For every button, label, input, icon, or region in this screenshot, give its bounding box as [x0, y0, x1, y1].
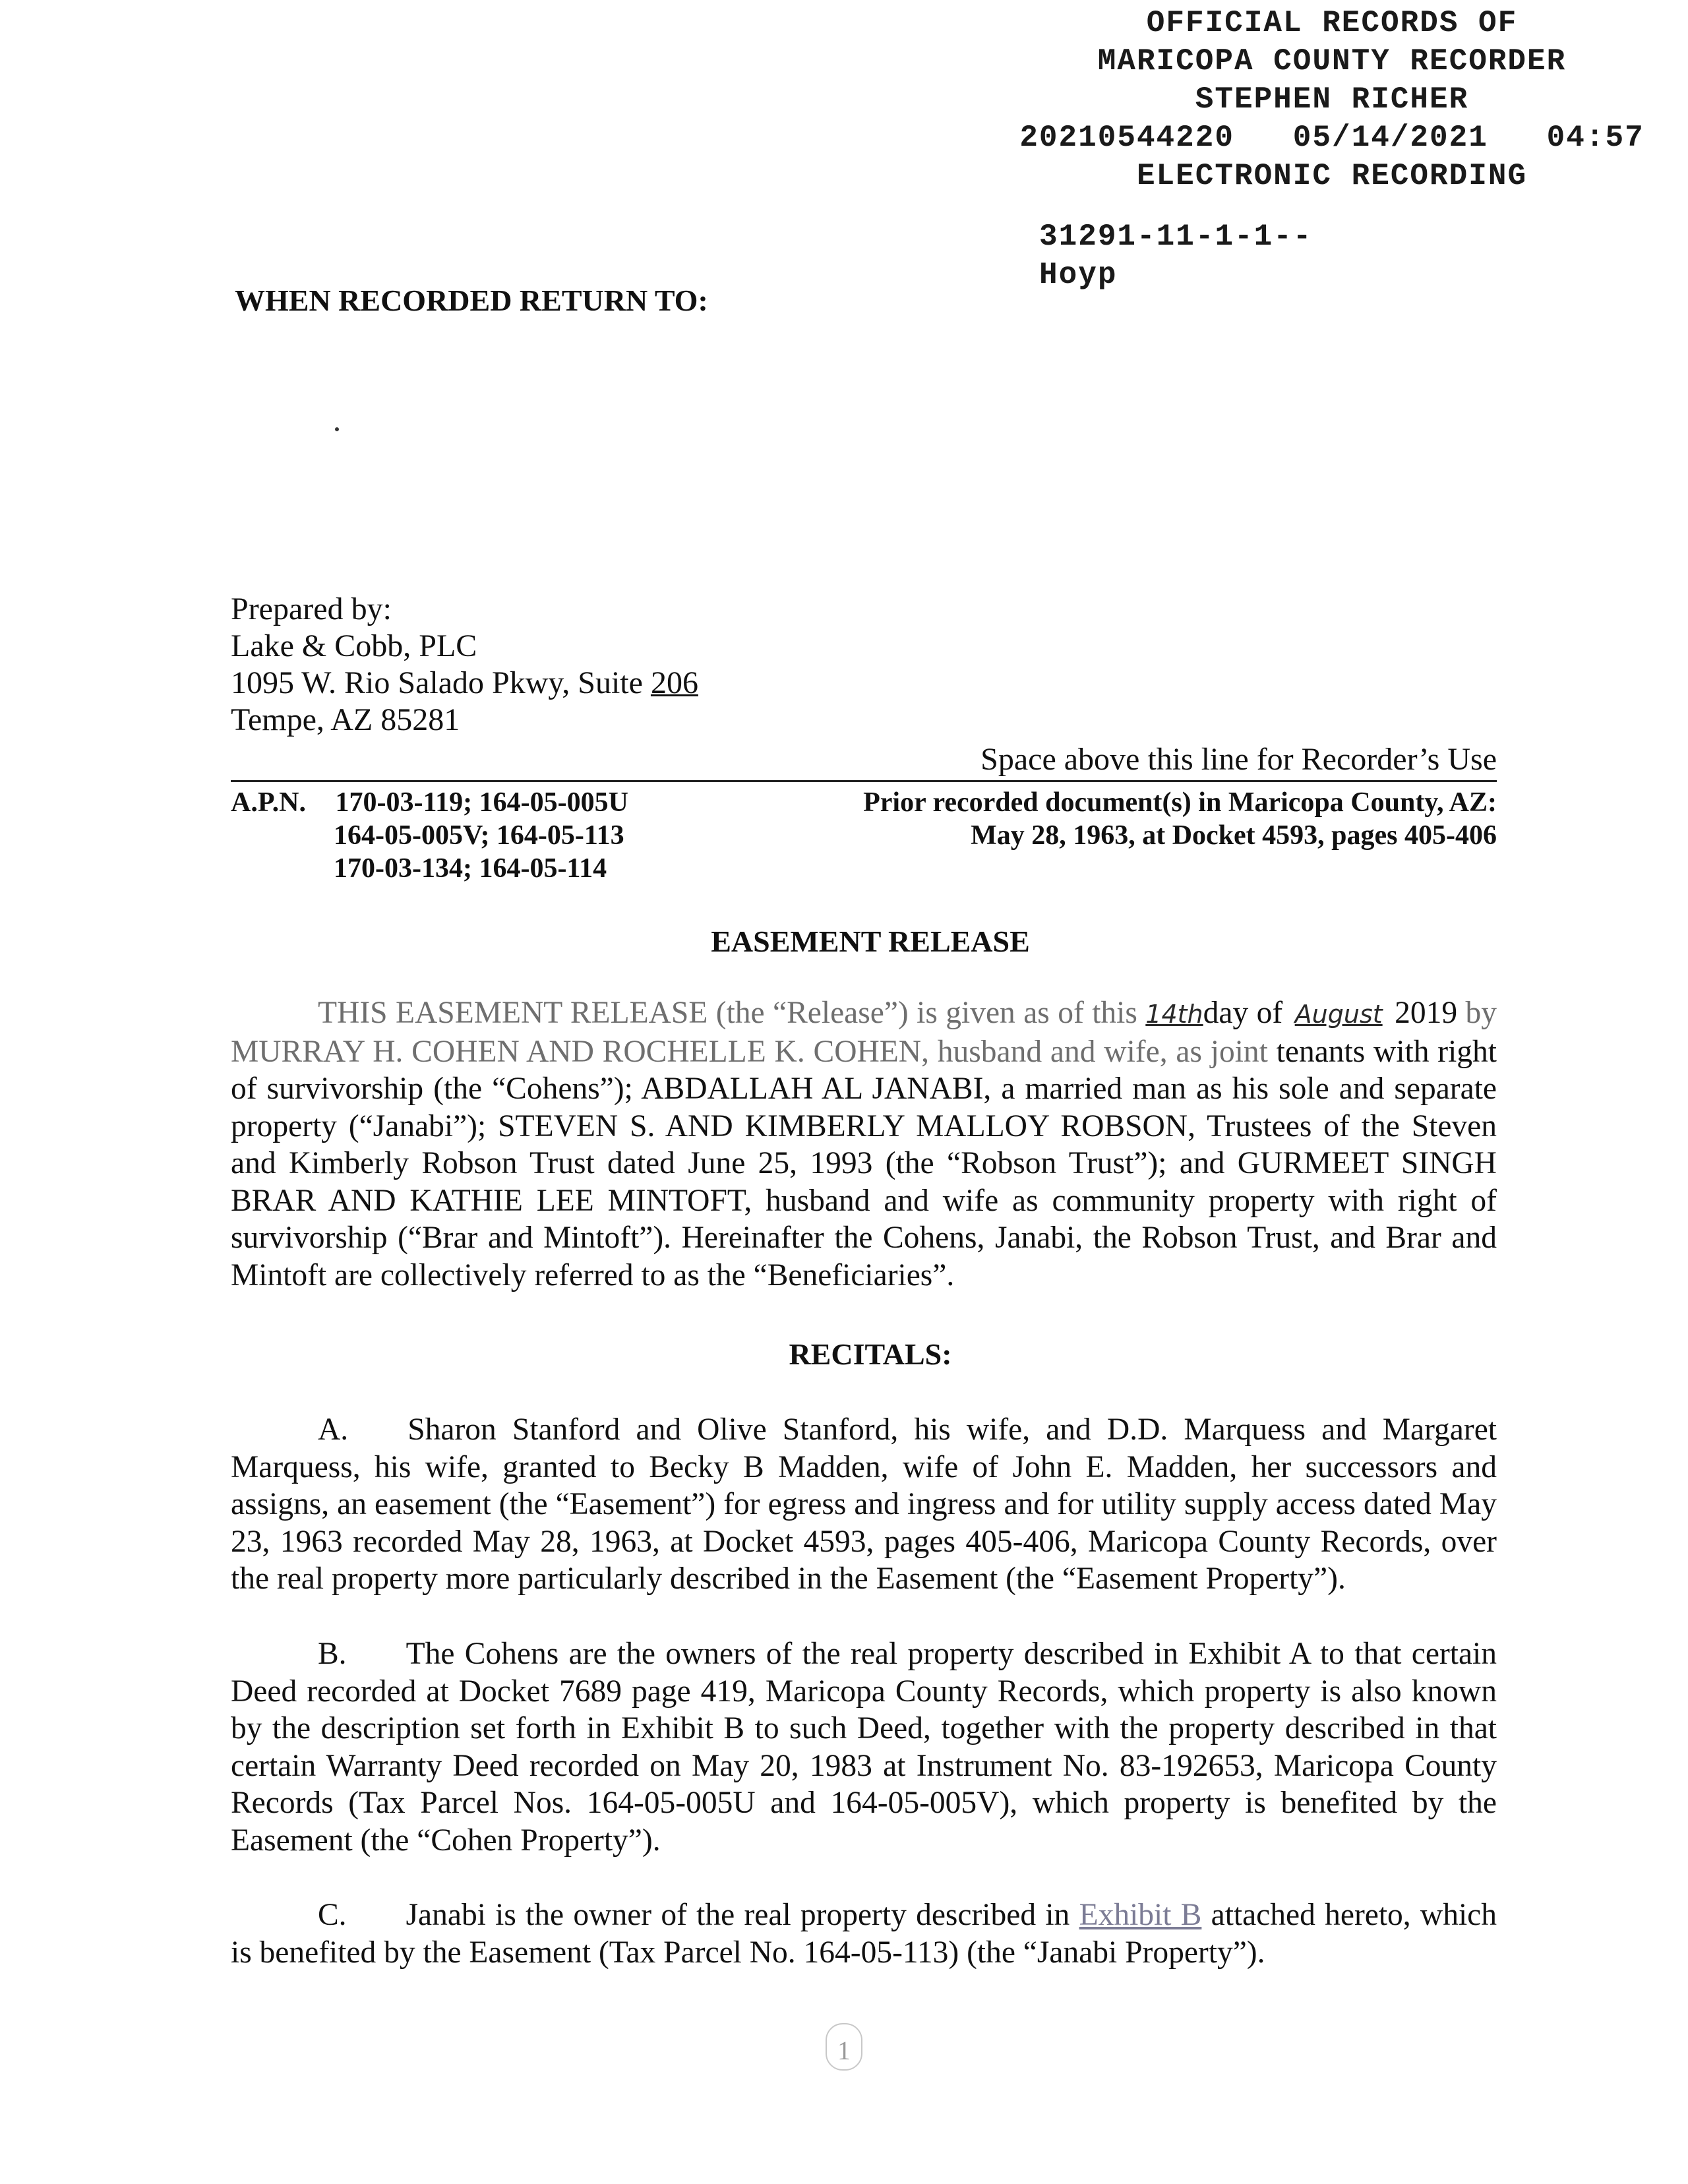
page-number-circle: [826, 2023, 862, 2071]
firm-name: Lake & Cobb, PLC: [231, 628, 477, 663]
prepared-by-block: [231, 591, 698, 739]
page-number: [818, 2032, 870, 2069]
intro-day-of: day of: [1203, 996, 1283, 1030]
recorder-use-note: Space above this line for Recorder’s Use: [980, 742, 1497, 777]
prepared-by-label: Prepared by:: [231, 592, 392, 626]
apn-block: [231, 786, 628, 885]
intro-lead: THIS EASEMENT RELEASE (the “Release”) is given as of this: [318, 996, 1137, 1030]
handwritten-month: August: [1294, 1000, 1383, 1029]
exhibit-b-link[interactable]: Exhibit B: [1079, 1898, 1202, 1932]
recorder-stamp-line: ELECTRONIC RECORDING: [1136, 159, 1528, 193]
recital-letter: A.: [318, 1412, 349, 1447]
when-recorded-label: WHEN RECORDED RETURN TO:: [235, 284, 708, 317]
intro-cohens: by MURRAY H. COHEN AND ROCHELLE K. COHEN, husband and wife, as joint: [231, 996, 1497, 1069]
intro-body: tenants with right of survivorship (the “Cohens”); ABDALLAH AL JANABI, a married man as his sole and separate property (“Janabi”); STEVEN S. AND KIMBERLY MALLOY ROBSON, Trustees of the Steven and Kimberly Robson Trust dated June 25, 1993 (the “Robson Trust”); and GURMEET SINGH BRAR AND KATHIE LEE MINTOFT, husband and wife as community property with right of survivorship (“Brar and Mintoft”). Hereinafter the Cohens, Janabi, the Robson Trust, and Brar and Mintoft are collectively referred to as the “Beneficiaries”.: [231, 1034, 1497, 1292]
recital-text: Janabi is the owner of the real property described in: [406, 1898, 1070, 1932]
intro-paragraph: [231, 994, 1497, 1294]
prior-recorded-block: [863, 786, 1497, 852]
batch-code: 31291-11-1-1--: [1039, 220, 1313, 254]
apn-values: 170-03-119; 164-05-005U: [335, 787, 628, 818]
stray-dot: [335, 427, 339, 431]
suite-number: 206: [650, 665, 698, 700]
prior-recorded-line-1: Prior recorded document(s) in Maricopa County, AZ:: [863, 787, 1497, 818]
recorder-stamp: [1015, 4, 1648, 195]
prior-recorded-line-2: May 28, 1963, at Docket 4593, pages 405-406: [971, 820, 1497, 851]
recording-number-line: 20210544220 05/14/2021 04:57: [1019, 121, 1644, 155]
recorder-stamp-line: OFFICIAL RECORDS OF: [1146, 6, 1518, 40]
clerk-initials: Hoyp: [1039, 258, 1118, 292]
recitals-heading: RECITALS:: [789, 1337, 952, 1371]
apn-line-2: 164-05-005V; 164-05-113: [334, 820, 624, 851]
batch-number: [1039, 218, 1312, 294]
recital-text: Sharon Stanford and Olive Stanford, his wife, and D.D. Marquess and Margaret Marquess, his wife, granted to Becky B Madden, wife of John E. Madden, her successors and assigns, an easement (the “Easement”) for egress and ingress and for utility supply access dated May 23, 1963 recorded May 28, 1963, at Docket 4593, pages 405-406, Maricopa County Records, over the real property more particularly described in the Easement (the “Easement Property”).: [231, 1412, 1497, 1596]
apn-line-1: [231, 786, 628, 819]
apn-line-3: 170-03-134; 164-05-114: [334, 853, 607, 884]
address-street: 1095 W. Rio Salado Pkwy, Suite: [231, 665, 643, 700]
recital-a: [231, 1411, 1497, 1598]
apn-label: A.P.N.: [231, 787, 306, 818]
firm-address-line2: Tempe, AZ 85281: [231, 702, 460, 737]
intro-year: 2019: [1395, 996, 1458, 1030]
recital-letter: B.: [318, 1637, 347, 1671]
handwritten-day: 14th: [1145, 1000, 1203, 1029]
recital-b: [231, 1635, 1497, 1859]
recital-text: The Cohens are the owners of the real property described in Exhibit A to that certain Deed recorded at Docket 7689 page 419, Maricopa County Records, which property is also known by the description set forth in Exhibit B to such Deed, together with the property described in that certain Warranty Deed recorded on May 20, 1983 at Instrument No. 83-192653, Maricopa County Records (Tax Parcel Nos. 164-05-005U and 164-05-005V), which property is benefited by the Easement (the “Cohen Property”).: [231, 1637, 1497, 1858]
firm-address-line1: [231, 665, 698, 702]
page-number-text: 1: [837, 2036, 851, 2065]
recorder-stamp-line: MARICOPA COUNTY RECORDER: [1097, 44, 1567, 78]
recital-text-after: attached hereto, which is benefited by the Easement (Tax Parcel No. 164-05-113) (the “Janabi Property”).: [231, 1898, 1497, 1970]
recorder-stamp-line: STEPHEN RICHER: [1195, 82, 1469, 117]
document-title: EASEMENT RELEASE: [711, 925, 1030, 958]
recorder-divider: [231, 780, 1497, 782]
recital-letter: C.: [318, 1898, 347, 1932]
recital-c: [231, 1896, 1497, 1971]
